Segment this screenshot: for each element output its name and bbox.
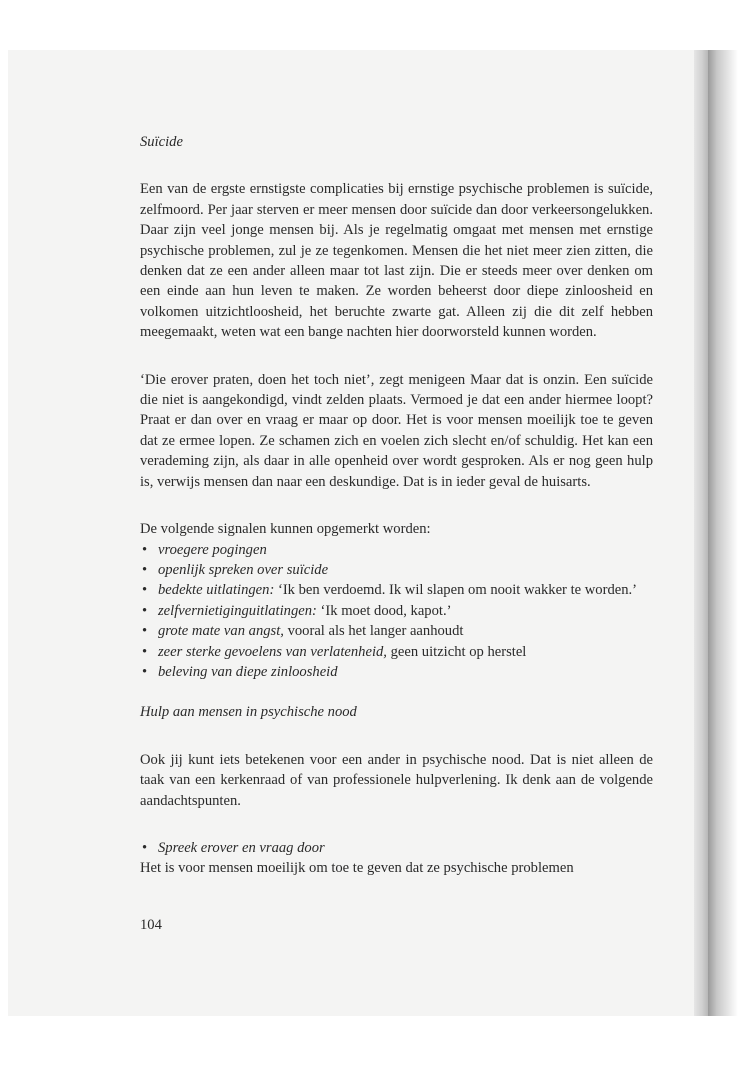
list-item: • grote mate van angst, vooral als het langer aanhoudt [140, 621, 653, 641]
paragraph-3: Ook jij kunt iets betekenen voor een ander in psychische nood. Dat is niet alleen de taak van een kerkenraad of van professionele hulpverlening. Ik denk aan de volgende aandachtspunten. [140, 751, 653, 809]
list-item: • vroegere pogingen [140, 540, 653, 560]
paragraph-2: ‘Die erover praten, doen het toch niet’, zegt menigeen Maar dat is onzin. Een suïcide die niet is aangekondigd, vindt zelden plaats. Vermoed je dat een ander hiermee loopt? Praat er dan over en vraag er maar op door. Het is voor mensen moeilijk toe te geven dat ze ermee lopen. Ze schamen zich en voelen zich slecht en/of schuldig. Het kan een verademing zijn, als daar in alle openheid over wordt gesproken. Als er nog geen hulp is, verwijs mensen dan naar een deskundige. Dat is in ieder geval de huisarts. [140, 371, 653, 490]
page-number: 104 [140, 917, 162, 933]
book-spine-shadow [694, 50, 708, 1016]
list-item: • openlijk spreken over suïcide [140, 560, 653, 580]
signals-intro: De volgende signalen kunnen opgemerkt worden: [140, 521, 431, 538]
paragraph-1: Een van de ergste ernstigste complicaties bij ernstige psychische problemen is suïcide, zelfmoord. Per jaar sterven er meer mensen door suïcide dan door verkeersongelukken. Daar zijn veel jonge mensen bij. Als je regelmatig omgaat met mensen met ernstige psychische problemen, zul je ze tegenkomen. Mensen die het niet meer zien zitten, die denken dat ze een ander alleen maar tot last zijn. Die er steeds meer over denken om een einde aan hun leven te maken. Ze worden beheerst door diepe zinloosheid en volkomen uitzichtloosheid, het beruchte zwarte gat. Alleen zij die dit zelf hebben meegemaakt, weten wat een bange nachten hier doorworsteld kunnen worden. [140, 181, 653, 341]
heading-suicide: Suïcide [140, 134, 183, 150]
list-item: • beleving van diepe zinloosheid [140, 662, 653, 682]
page-content [140, 132, 653, 879]
list-item: • zeer sterke gevoelens van verlatenheid, geen uitzicht op herstel [140, 642, 653, 662]
list-item: • bedekte uitlatingen: ‘Ik ben verdoemd. Ik wil slapen om nooit wakker te worden.’ [140, 580, 653, 600]
heading-help: Hulp aan mensen in psychische nood [140, 704, 357, 721]
signals-list [140, 540, 653, 683]
book-edge [708, 50, 738, 1016]
point-1-title: • Spreek erover en vraag door [140, 838, 653, 858]
point-1-text: Het is voor mensen moeilijk om toe te geven dat ze psychische problemen [140, 860, 574, 877]
list-item: • zelfvernietiginguitlatingen: ‘Ik moet dood, kapot.’ [140, 601, 653, 621]
